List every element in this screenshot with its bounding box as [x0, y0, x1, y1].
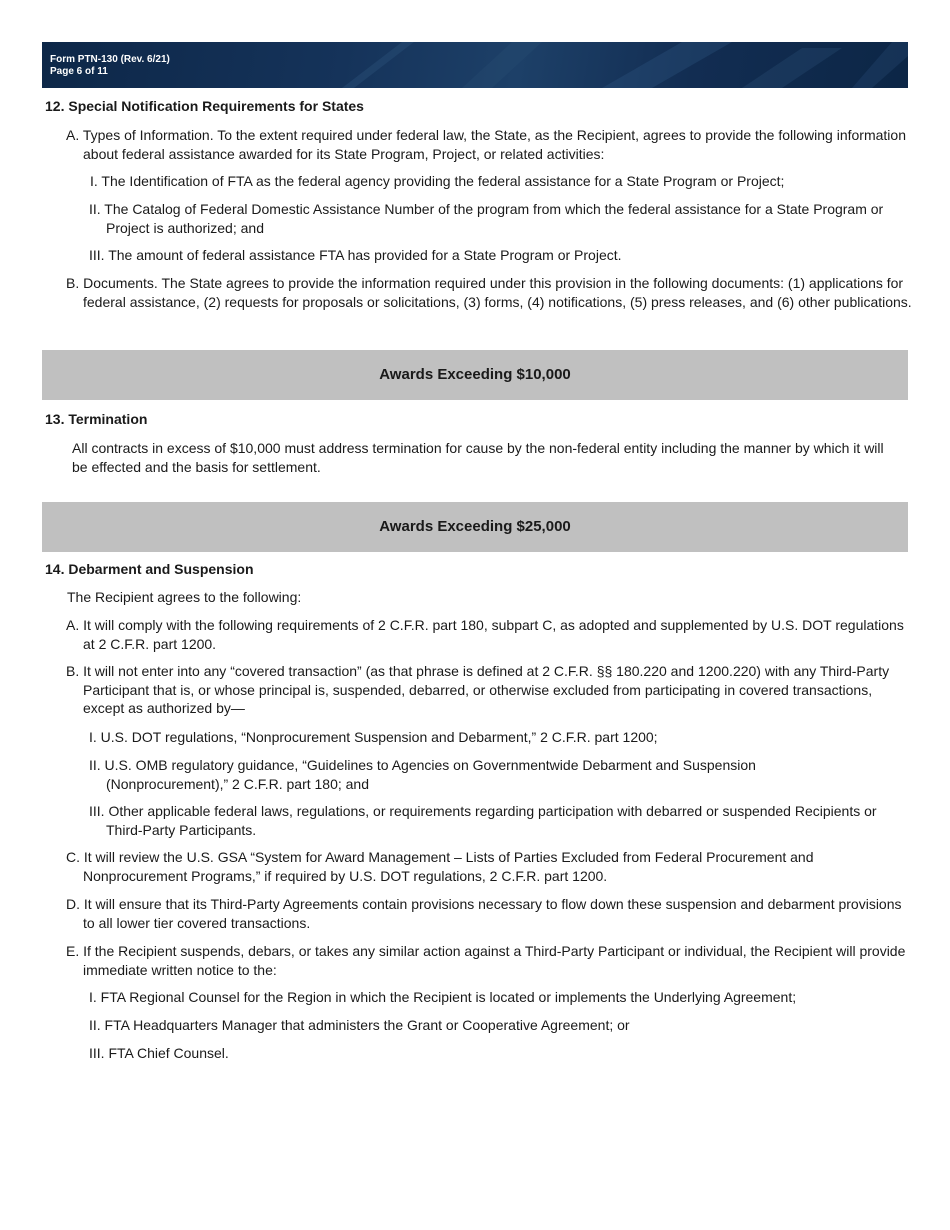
section-14-item-e: E. If the Recipient suspends, debars, or takes any similar action against a Third-Party Participant or individual, the Recipient will provide immediate written notice to the:: [66, 943, 906, 978]
section-14-title: 14. Debarment and Suspension: [45, 561, 254, 577]
section-14-item-c: C. It will review the U.S. GSA “System for Award Management – Lists of Parties Excluded from Federal Procurement and Nonprocurement Programs,” if required by U.S. DOT regulations, 2 C.F.R. part 1200.: [66, 849, 814, 884]
section-12-item-a-iii: III. The amount of federal assistance FTA has provided for a State Program or Project.: [89, 247, 622, 263]
section-14-item-b: B. It will not enter into any “covered transaction” (as that phrase is defined at 2 C.F.R. §§ 180.220 and 1200.220) with any Third-Party Participant that is, or whose principal is, suspended, debarred, or otherwise excluded from participating in covered transactions, except as authorized by—: [66, 663, 890, 716]
section-12-item-a-ii: II. The Catalog of Federal Domestic Assistance Number of the program from which the federal assistance for a State Program or Project is authorized; and: [89, 201, 884, 236]
header-decoration: [42, 42, 908, 88]
section-14-item-a: A. It will comply with the following requirements of 2 C.F.R. part 180, subpart C, as adopted and supplemented by U.S. DOT regulations at 2 C.F.R. part 1200.: [66, 617, 904, 652]
section-14-intro: The Recipient agrees to the following:: [67, 589, 302, 605]
page-header: [42, 42, 908, 88]
section-12-item-a: A. Types of Information. To the extent required under federal law, the State, as the Recipient, agrees to provide the following information about federal assistance awarded for its State Program, Project, or related activities:: [66, 127, 906, 162]
section-12-item-b: B. Documents. The State agrees to provide the information required under this provision in the following documents: (1) applications for federal assistance, (2) requests for proposals or solicitations, (3) forms, (4) notifications, (5) press releases, and (6) other publications.: [66, 275, 912, 310]
section-14-item-e-i: I. FTA Regional Counsel for the Region in which the Recipient is located or implements the Underlying Agreement;: [89, 989, 797, 1005]
section-14-item-e-ii: II. FTA Headquarters Manager that administers the Grant or Cooperative Agreement; or: [89, 1017, 630, 1033]
page-number: Page 6 of 11: [50, 66, 108, 77]
banner-awards-10000: Awards Exceeding $10,000: [42, 350, 908, 400]
section-12-item-a-i: I. The Identification of FTA as the federal agency providing the federal assistance for a State Program or Project;: [90, 173, 785, 189]
form-id: Form PTN-130 (Rev. 6/21): [50, 54, 170, 65]
section-14-item-b-ii: II. U.S. OMB regulatory guidance, “Guidelines to Agencies on Governmentwide Debarment and Suspension (Nonprocurement),” 2 C.F.R. part 180; and: [89, 757, 756, 792]
section-14-item-d: D. It will ensure that its Third-Party Agreements contain provisions necessary to flow down these suspension and debarment provisions to all lower tier covered transactions.: [66, 896, 902, 931]
section-12-title: 12. Special Notification Requirements for States: [45, 98, 364, 114]
banner-awards-25000: Awards Exceeding $25,000: [42, 502, 908, 552]
section-13-body: All contracts in excess of $10,000 must address termination for cause by the non-federal entity including the manner by which it will be effected and the basis for settlement.: [72, 440, 884, 475]
section-14-item-e-iii: III. FTA Chief Counsel.: [89, 1045, 229, 1061]
section-13-title: 13. Termination: [45, 411, 148, 427]
section-14-item-b-iii: III. Other applicable federal laws, regulations, or requirements regarding participation with debarred or suspended Recipients or Third-Party Participants.: [89, 803, 877, 838]
section-14-item-b-i: I. U.S. DOT regulations, “Nonprocurement Suspension and Debarment,” 2 C.F.R. part 1200;: [89, 729, 658, 745]
